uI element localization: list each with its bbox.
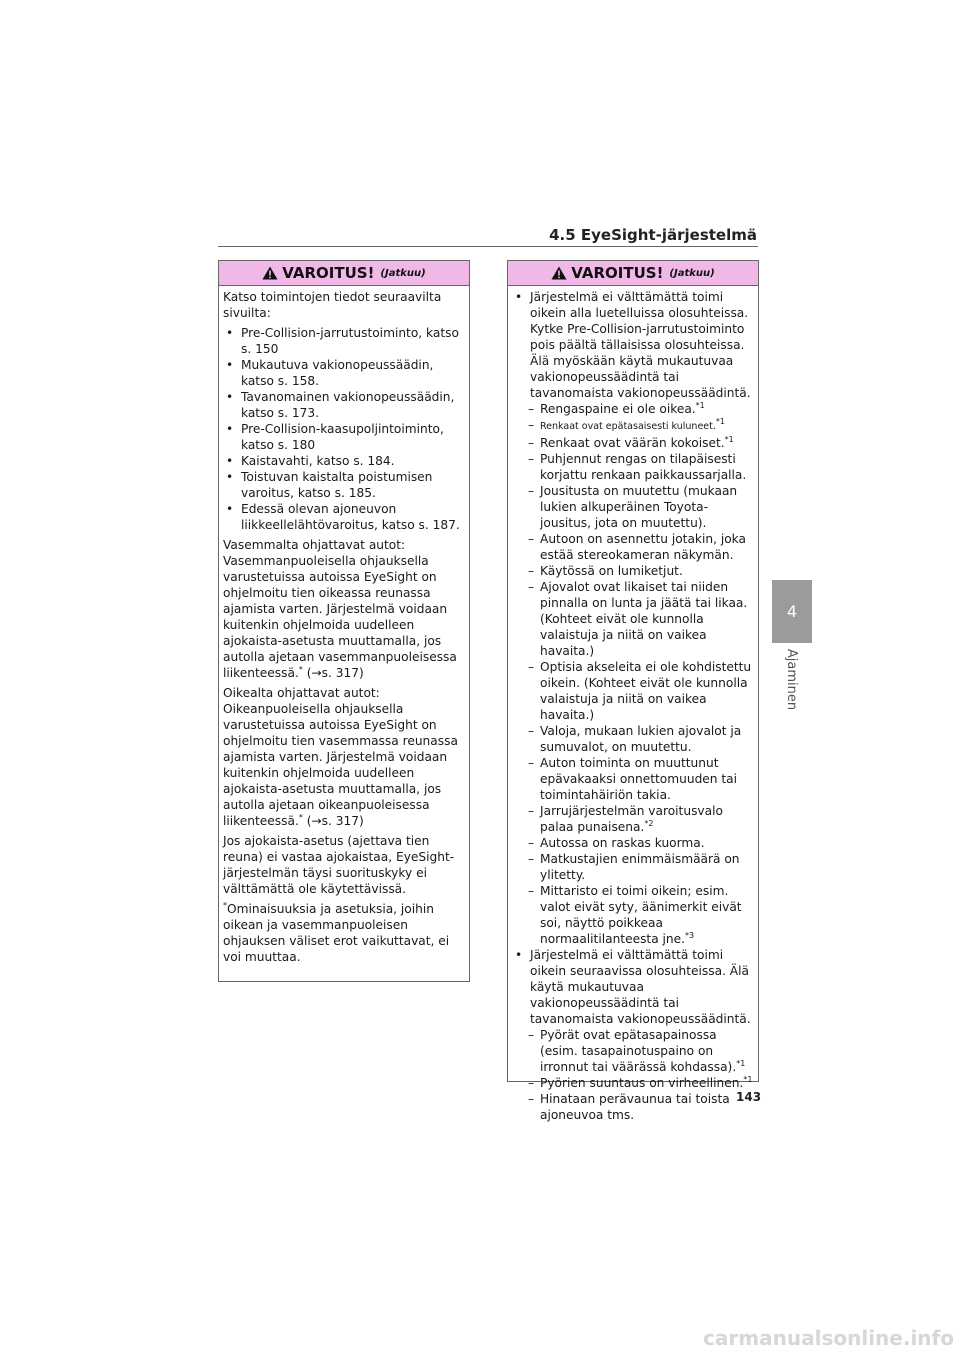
- warning-body-right: [508, 286, 758, 1123]
- condition-item: [512, 659, 754, 723]
- right-drive-paragraph: [223, 685, 465, 829]
- condition-text: Optisia akseleita ei ole kohdistettu oikein. (Kohteet eivät ole kunnolla valaistuja ja niitä on vaikea havaita.): [540, 660, 752, 722]
- condition-sublist-1: [512, 401, 754, 947]
- condition-text: Rengaspaine ei ole oikea.: [540, 402, 696, 416]
- reference-item: • Pre-Collision-kaasupoljintoiminto, katso s. 180: [223, 421, 465, 453]
- warning-title: VAROITUS!: [571, 264, 664, 282]
- warning-header-left: [219, 261, 469, 286]
- footnote-mark: *2: [644, 818, 654, 828]
- condition-item: [512, 417, 754, 435]
- right-drive-text: Oikealta ohjattavat autot: Oikeanpuoleisella ohjauksella varustetuissa autoissa EyeSight on ohjelmoitu tien vasemmassa reunassa ajamista varten. Järjestelmä voidaan kuitenkin ohjelmoida uudelleen ajokaista-asetusta muuttamalla, jos autolla ajetaan oikeanpuoleisessa liikenteessä.: [223, 686, 458, 828]
- condition-item: [512, 803, 754, 835]
- condition-item: [512, 755, 754, 803]
- condition-item: [512, 579, 754, 659]
- condition-sublist-2: [512, 1027, 754, 1123]
- footnote-paragraph: [223, 901, 465, 965]
- condition-text: Autoon on asennettu jotakin, joka estää stereokameran näkymän.: [540, 532, 746, 562]
- left-drive-paragraph: [223, 537, 465, 681]
- footnote-mark: *1: [736, 1058, 746, 1068]
- chapter-label: Ajaminen: [784, 648, 800, 710]
- condition-item: [512, 1027, 754, 1075]
- section-title: 4.5 EyeSight-järjestelmä: [549, 226, 757, 244]
- condition-text: Mittaristo ei toimi oikein; esim. valot eivät syty, äänimerkit eivät soi, näyttö poikkeaa normaalitilanteesta jne.: [540, 884, 742, 946]
- condition-item: [512, 435, 754, 451]
- footnote-mark: *: [298, 812, 303, 822]
- condition-text: Valoja, mukaan lukien ajovalot ja sumuvalot, on muutettu.: [540, 724, 742, 754]
- condition-item: [512, 883, 754, 947]
- warning-header-right: [508, 261, 758, 286]
- condition-text: Matkustajien enimmäismäärä on ylitetty.: [540, 852, 740, 882]
- footnote-mark: *1: [724, 434, 734, 444]
- page-number: 143: [736, 1090, 762, 1104]
- warning-continued: (Jatkuu): [669, 267, 715, 279]
- condition-item: [512, 835, 754, 851]
- left-drive-ref[interactable]: (→s. 317): [306, 666, 364, 680]
- condition-item: [512, 1075, 754, 1091]
- warning-title: VAROITUS!: [282, 264, 375, 282]
- warning-continued: (Jatkuu): [380, 267, 426, 279]
- condition-bullet-2: • Järjestelmä ei välttämättä toimi oikein seuraavissa olosuhteissa. Älä käytä mukautuvaa vakionopeussäädintä tai tavanomaista vakionopeussäädintä.: [512, 947, 754, 1027]
- intro-text: Katso toimintojen tiedot seuraavilta sivuilta:: [223, 290, 442, 320]
- warning-body-left: [219, 286, 469, 965]
- reference-item: • Toistuvan kaistalta poistumisen varoitus, katso s. 185.: [223, 469, 465, 501]
- condition-item: [512, 1091, 754, 1123]
- reference-item: • Tavanomainen vakionopeussäädin, katso s. 173.: [223, 389, 465, 421]
- reference-item: • Mukautuva vakionopeussäädin, katso s. 158.: [223, 357, 465, 389]
- condition-text: Pyörät ovat epätasapainossa (esim. tasapainotuspaino on irronnut tai väärässä kohdassa).: [540, 1028, 737, 1074]
- reference-list: [223, 325, 465, 533]
- footnote-mark: *1: [743, 1074, 753, 1084]
- condition-item: [512, 531, 754, 563]
- condition-text: Autossa on raskas kuorma.: [540, 836, 705, 850]
- warning-box-left: [218, 260, 470, 982]
- warning-triangle-icon: [551, 266, 567, 280]
- condition-item: [512, 451, 754, 483]
- reference-item: • Edessä olevan ajoneuvon liikkeellelähtövaroitus, katso s. 187.: [223, 501, 465, 533]
- reference-item: • Pre-Collision-jarrutustoiminto, katso s. 150: [223, 325, 465, 357]
- condition-item: [512, 483, 754, 531]
- watermark: carmanualsonline.info: [703, 1326, 954, 1350]
- footnote-mark: *3: [685, 930, 695, 940]
- condition-item: [512, 401, 754, 417]
- chapter-label-wrap: [772, 644, 812, 714]
- condition-item: [512, 851, 754, 883]
- lane-setting-paragraph: Jos ajokaista-asetus (ajettava tien reuna) ei vastaa ajokaistaa, EyeSight-järjestelmän täysi suorituskyky ei välttämättä ole käytettävissä.: [223, 834, 455, 896]
- condition-text: Hinataan perävaunua tai toista ajoneuvoa tms.: [540, 1092, 730, 1122]
- condition-text: Pyörien suuntaus on virheellinen.: [540, 1076, 744, 1090]
- condition-text: Jarrujärjestelmän varoitusvalo palaa punaisena.: [540, 804, 723, 834]
- condition-text: Ajovalot ovat likaiset tai niiden pinnalla on lunta ja jäätä tai likaa. (Kohteet eivät ole kunnolla valaistuja ja niitä on vaikea havaita.): [540, 580, 748, 658]
- footnote-mark: *: [223, 900, 227, 910]
- footnote-mark: *1: [715, 416, 725, 426]
- header-divider: [218, 246, 758, 247]
- chapter-tab[interactable]: 4: [772, 580, 812, 643]
- warning-triangle-icon: [262, 266, 278, 280]
- condition-text: Renkaat ovat epätasaisesti kuluneet.: [540, 421, 716, 432]
- reference-item: • Kaistavahti, katso s. 184.: [223, 453, 465, 469]
- condition-text: Puhjennut rengas on tilapäisesti korjattu renkaan paikkaussarjalla.: [540, 452, 747, 482]
- condition-item: [512, 723, 754, 755]
- condition-text: Renkaat ovat väärän kokoiset.: [540, 436, 725, 450]
- condition-text: Jousitusta on muutettu (mukaan lukien alkuperäinen Toyota-jousitus, jota on muutettu).: [540, 484, 738, 530]
- condition-item: [512, 563, 754, 579]
- footnote-text: Ominaisuuksia ja asetuksia, joihin oikean ja vasemmanpuoleisen ohjauksen väliset erot vaikuttavat, ei voi muuttaa.: [223, 902, 450, 964]
- condition-bullet-1: • Järjestelmä ei välttämättä toimi oikein alla luetelluissa olosuhteissa. Kytke Pre-Collision-jarrutustoiminto pois päältä tällaisissa olosuhteissa. Älä myöskään käytä mukautuvaa vakionopeussäädintä tai tavanomaista vakionopeussäädintä.: [512, 289, 754, 401]
- condition-text: Käytössä on lumiketjut.: [540, 564, 683, 578]
- right-drive-ref[interactable]: (→s. 317): [306, 814, 364, 828]
- left-drive-text: Vasemmalta ohjattavat autot: Vasemmanpuoleisella ohjauksella varustetuissa autoissa EyeSight on ohjelmoitu tien oikeassa reunassa ajamista varten. Järjestelmä voidaan kuitenkin ohjelmoida uudelleen ajokaista-asetusta muuttamalla, jos autolla ajetaan vasemmanpuoleisessa liikenteessä.: [223, 538, 457, 680]
- condition-text: Auton toiminta on muuttunut epävakaaksi onnettomuuden tai toimintahäiriön takia.: [540, 756, 738, 802]
- footnote-mark: *1: [695, 400, 705, 410]
- footnote-mark: *: [298, 664, 303, 674]
